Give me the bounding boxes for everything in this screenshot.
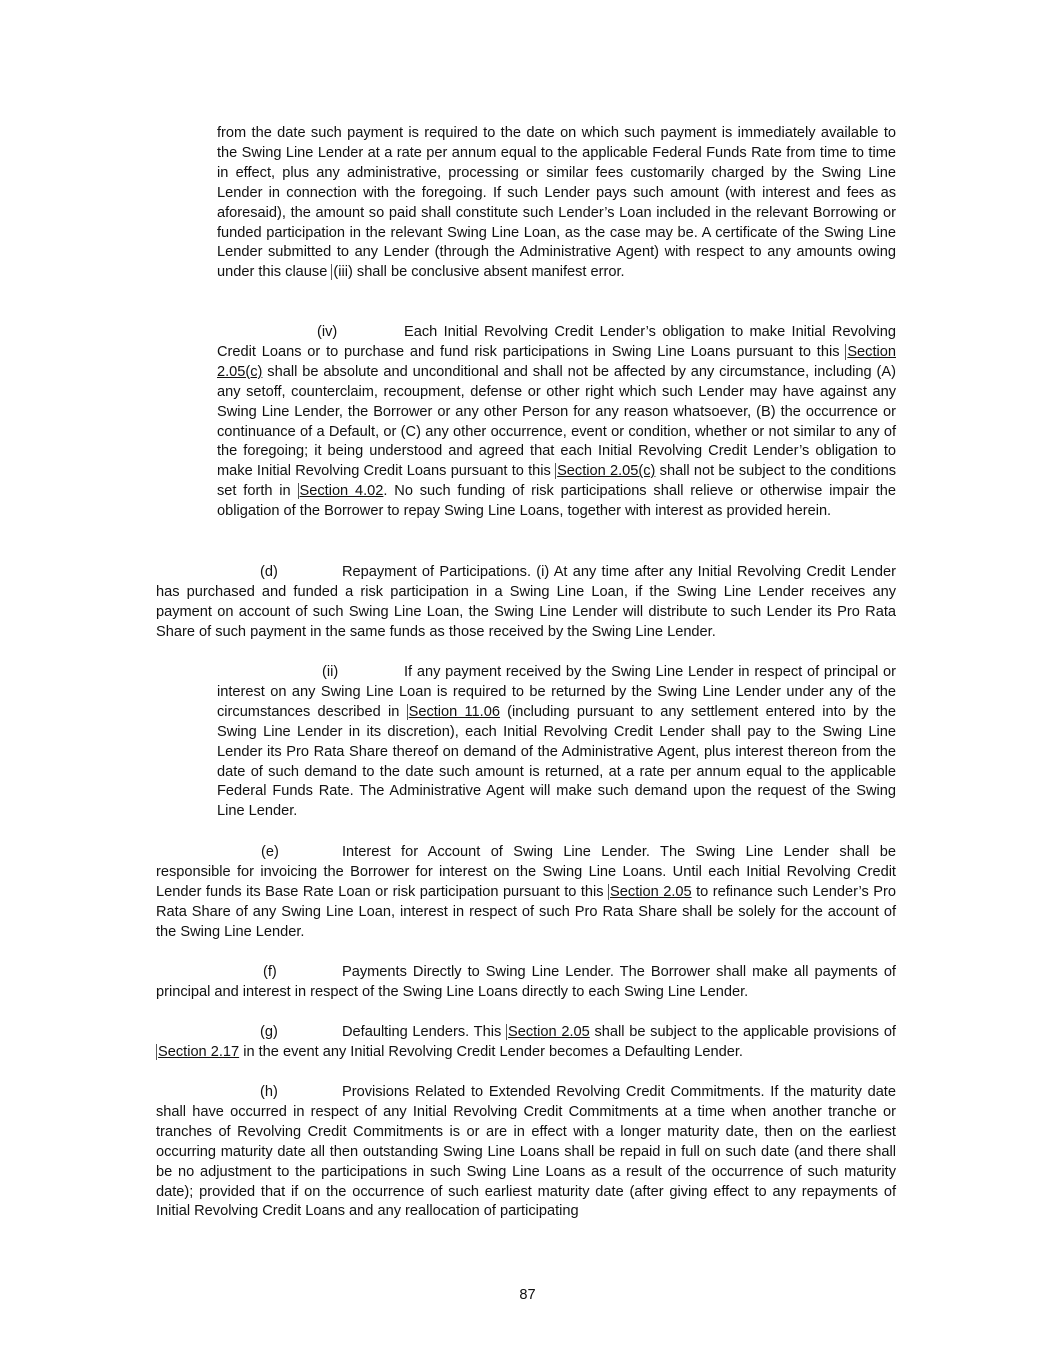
paragraph-ii: [217, 663, 896, 822]
paragraph-g: [156, 1023, 896, 1063]
section-link[interactable]: Section 2.05(c): [217, 343, 896, 380]
paragraph-text: If any payment received by the Swing Line Lender in respect of principal or interest on any Swing Line Loan is required to be returned by the Swing Line Lender under any of the circumstances described in: [217, 664, 896, 720]
paragraph-d: [156, 563, 896, 643]
clause-number: (h): [260, 1084, 278, 1100]
paragraph-iv: [217, 323, 896, 522]
section-heading: Repayment of Participations: [342, 564, 527, 580]
clause-number: (g): [260, 1024, 278, 1040]
section-heading: Payments Directly to Swing Line Lender: [342, 964, 610, 980]
paragraph-text: . (i) At any time after any Initial Revolving Credit Lender has purchased and funded a risk participation in a Swing Line Loan, if the Swing Line Lender receives any payment on account of such Swing Line Loan, the Swing Line Lender will distribute to such Lender its Pro Rata Share of such payment in the same funds as those received by the Swing Line Lender.: [156, 564, 896, 640]
paragraph-text: from the date such payment is required to the date on which such payment is immediately available to the Swing Line Lender at a rate per annum equal to the applicable Federal Funds Rate from time to time in effect, plus any administrative, processing or similar fees customarily charged by the Swing Line Lender in connection with the foregoing. If such Lender pays such amount (with interest and fees as aforesaid), the amount so paid shall constitute such Lender’s Loan included in the relevant Borrowing or funded participation in the relevant Swing Line Loan, as the case may be. A certificate of the Swing Line Lender submitted to any Lender (through the Administrative Agent) with respect to any amounts owing under this clause: [217, 125, 896, 281]
section-link[interactable]: Section 4.02: [299, 483, 384, 500]
paragraph-text: to refinance such Lender’s Pro Rata Share of any Swing Line Loan, interest in respect of such Pro Rata Share shall be solely for the account of the Swing Line Lender.: [156, 883, 896, 940]
clause-reference: (iii): [333, 264, 353, 281]
section-link[interactable]: Section 2.05(c): [557, 463, 656, 480]
paragraph-text: . If the maturity date shall have occurred in respect of any Initial Revolving Credit Commitments at a time when another tranche or tranches of Revolving Credit Commitments is or are in effect with a longer maturity date, then on the earliest occurring maturity date all then outstanding Swing Line Loans shall be repaid in full on such date (and there shall be no adjustment to the participations in such Swing Line Loans as a result of the occurrence of such maturity date); provided that if on the occurrence of such earliest maturity date (after giving effect to any repayments of Initial Revolving Credit Loans and any reallocation of participating: [156, 1084, 896, 1220]
section-link[interactable]: Section 2.17: [158, 1043, 240, 1060]
paragraph-text: shall be conclusive absent manifest error.: [352, 264, 625, 281]
section-heading: Provisions Related to Extended Revolving Credit Commitments: [342, 1084, 761, 1100]
paragraph-e: [156, 843, 896, 943]
paragraph-text: . The Borrower shall make all payments of principal and interest in respect of the Swing Line Loans directly to each Swing Line Lender.: [156, 964, 896, 1000]
section-link[interactable]: Section 11.06: [408, 703, 500, 720]
paragraph-text: shall be absolute and unconditional and shall not be affected by any circumstance, including (A) any setoff, counterclaim, recoupment, defense or other right which such Lender may have against any Swing Line Lender, the Borrower or any other Person for any reason whatsoever, (B) the occurrence or continuance of a Default, or (C) any other occurrence, event or condition, whether or not similar to any of the foregoing; it being understood and agreed that each Initial Revolving Credit Lender’s obligation to make Initial Revolving Credit Loans pursuant to this: [217, 363, 896, 480]
clause-number: (f): [263, 964, 277, 980]
section-link[interactable]: Section 2.05: [507, 1024, 590, 1040]
paragraph-text: in the event any Initial Revolving Credit Lender becomes a Defaulting Lender.: [239, 1043, 743, 1060]
section-heading: Defaulting Lenders: [342, 1024, 466, 1040]
paragraph-f: [156, 963, 896, 1003]
page-number: 87: [519, 1287, 536, 1303]
section-link[interactable]: Section 2.05: [610, 883, 692, 900]
clause-number: (iv): [317, 324, 338, 340]
clause-number: (d): [260, 564, 278, 580]
clause-number: (e): [261, 844, 279, 860]
paragraph-text: (including pursuant to any settlement entered into by the Swing Line Lender in its discretion), each Initial Revolving Credit Lender shall pay to the Swing Line Lender its Pro Rata Share thereof on demand of the Administrative Agent, plus interest thereon from the date of such demand to the date such amount is returned, at a rate per annum equal to the applicable Federal Funds Rate. The Administrative Agent will make such demand upon the request of the Swing Line Lender.: [217, 703, 896, 820]
paragraph-text: . The Swing Line Lender shall be responsible for invoicing the Borrower for interest on the Swing Line Loans. Until each Initial Revolving Credit Lender funds its Base Rate Loan or risk participation pursuant to this: [156, 844, 896, 900]
paragraph-h: [156, 1083, 896, 1222]
paragraph-text: . No such funding of risk participations shall relieve or otherwise impair the obligation of the Borrower to repay Swing Line Loans, together with interest as provided herein.: [217, 483, 896, 520]
section-heading: Interest for Account of Swing Line Lender: [342, 844, 646, 860]
paragraph-text: Each Initial Revolving Credit Lender’s obligation to make Initial Revolving Credit Loans or to purchase and fund risk participations in Swing Line Loans pursuant to this: [217, 324, 896, 360]
paragraph-text: shall be subject to the applicable provisions of: [589, 1024, 896, 1040]
paragraph-continuation: [217, 124, 896, 283]
paragraph-text: . This: [465, 1024, 506, 1040]
paragraph-text: shall not be subject to the conditions set forth in: [217, 463, 897, 500]
clause-number: (ii): [322, 664, 339, 680]
